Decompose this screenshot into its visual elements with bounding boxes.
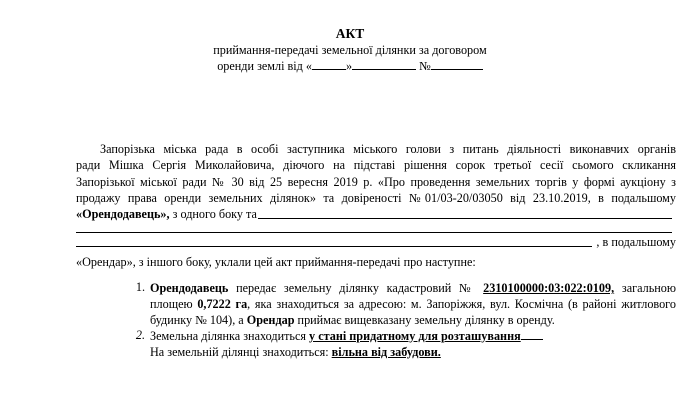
cadastral-number: 2310100000:03:022:0109,	[483, 281, 615, 295]
intro-line-3: Запорізької міської ради № 30 від 25 вересня 2019 р. «Про проведення земельних торгів у формі аукціону з	[76, 175, 676, 189]
item-1-text-c: будинку № 104), а	[150, 313, 247, 327]
lessee-term: Орендар	[246, 313, 295, 327]
item-2-line-2	[150, 344, 676, 361]
land-condition-blank[interactable]	[521, 329, 543, 340]
item-1-text-b: загальною	[614, 281, 676, 295]
intro-line-7: «Орендар», з іншого боку, уклали цей акт приймання-передачі про наступне:	[76, 255, 476, 269]
item-1-line-3	[150, 312, 676, 329]
contract-date-prefix: оренди землі від «	[217, 59, 313, 73]
document-subtitle: приймання-передачі земельної ділянки за договором	[213, 43, 487, 57]
land-condition: у стані придатному для розташування	[309, 329, 521, 343]
contract-number-label: №	[416, 59, 431, 73]
item-2-number: 2.	[135, 328, 145, 342]
item-2-text-a: Земельна ділянка знаходиться	[150, 329, 310, 343]
item-1-number: 1.	[135, 280, 145, 294]
item-2-line-1	[150, 328, 676, 345]
intro-line-6-end: , в подальшому	[596, 235, 676, 249]
lessor-term: Орендодавець	[150, 281, 229, 295]
contract-number-blank[interactable]	[431, 59, 483, 70]
item-1-text-d: приймає вищевказану земельну ділянку в оренду.	[294, 313, 555, 327]
contract-date-line	[0, 59, 700, 74]
lessee-name-blank-3[interactable]	[76, 246, 592, 247]
intro-line-2: ради Мішка Сергія Миколайовича, діючого на підставі рішення сорок третьої сесії сьомого скликання	[76, 158, 676, 172]
document-title: АКТ	[335, 26, 365, 41]
item-2-text-b: На земельній ділянці знаходиться:	[150, 345, 332, 359]
contract-month-blank[interactable]	[352, 59, 416, 70]
item-1-text-a: передає земельну ділянку кадастровий №	[228, 281, 484, 295]
lessor-label: «Орендодавець»,	[76, 207, 170, 221]
intro-line-5	[76, 206, 676, 223]
intro-line-1: Запорізька міська рада в особі заступника міського голови з питань діяльності виконавчих органів	[100, 142, 676, 156]
contract-date-close-quote: »	[346, 59, 353, 73]
intro-line-5-text: з одного боку та	[169, 207, 257, 221]
land-buildings-status: вільна від забудови.	[331, 345, 441, 359]
lessee-name-blank-1[interactable]	[258, 218, 672, 219]
land-area: 0,7222 га	[197, 297, 248, 311]
item-1-line-1	[150, 280, 676, 297]
intro-line-4: продажу права оренди земельних ділянок» та довіреності №01/03-20/03050 від 23.10.2019, в подальшому	[76, 191, 676, 205]
contract-day-blank[interactable]	[312, 59, 346, 70]
item-1-address: , яка знаходиться за адресою: м. Запоріжжя, вул. Космічна (в районі житлового	[247, 297, 676, 311]
item-1-line-2	[150, 296, 676, 313]
item-1-area-label: площею	[150, 297, 198, 311]
lessee-name-blank-2[interactable]	[76, 232, 672, 233]
